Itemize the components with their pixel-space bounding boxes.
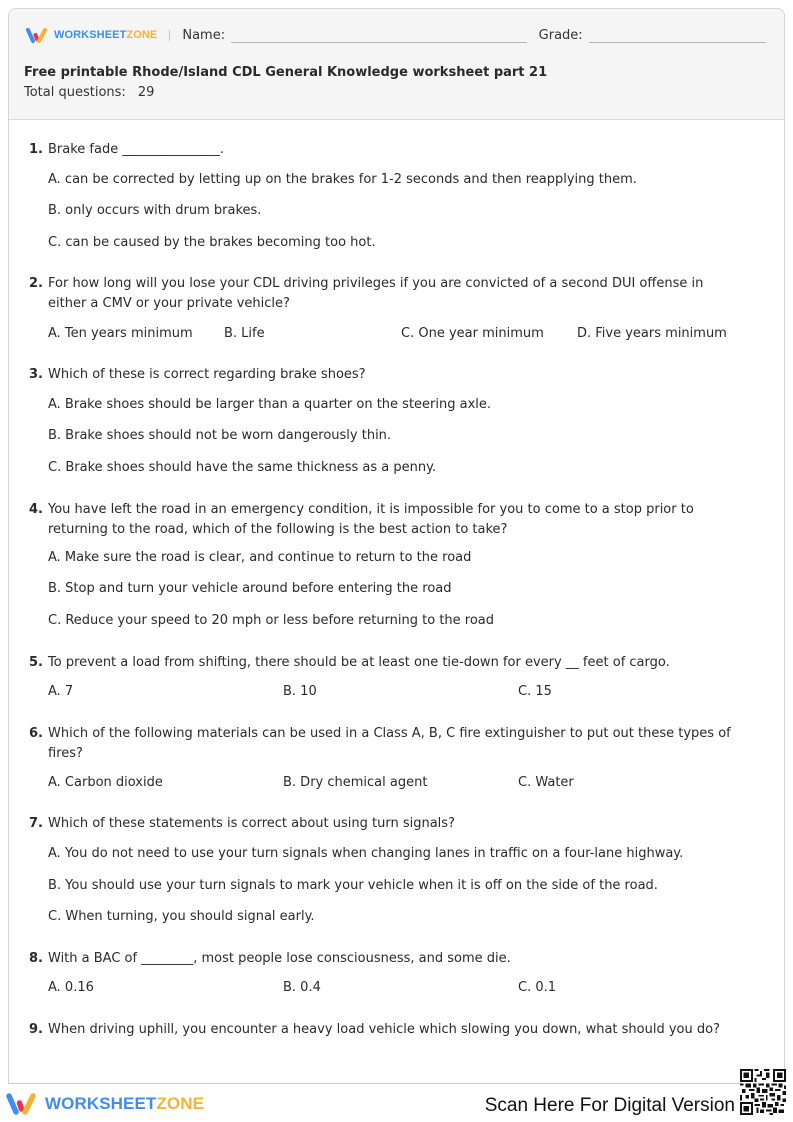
question-5	[9, 653, 784, 699]
question-number: 7.	[29, 816, 43, 831]
question-7	[9, 814, 784, 924]
answer-option[interactable]: B. only occurs with drum brakes.	[48, 203, 262, 218]
answer-option[interactable]: A. Carbon dioxide	[48, 775, 163, 790]
scan-prompt: Scan Here For Digital Version	[484, 1095, 735, 1116]
footer-brand-name	[45, 1094, 204, 1114]
question-number: 3.	[29, 367, 43, 382]
question-text: You have left the road in an emergency condition, it is impossible for you to come to a stop prior to returning to the road, which of the following is the best action to take?	[48, 502, 694, 537]
question-text: For how long will you lose your CDL driving privileges if you are convicted of a second DUI offense in either a CMV or your private vehicle?	[48, 276, 704, 311]
header-top-row	[26, 24, 766, 46]
question-text: Which of the following materials can be used in a Class A, B, C fire extinguisher to put out these types of fires?	[48, 726, 731, 761]
answer-option[interactable]: C. 0.1	[518, 980, 557, 995]
question-9	[9, 1020, 784, 1040]
footer-brand-logo	[6, 1092, 204, 1116]
answer-option[interactable]: C. Water	[518, 775, 574, 790]
answer-option[interactable]: A. 7	[48, 684, 74, 699]
answer-option[interactable]: D. Five years minimum	[577, 326, 727, 341]
answer-option[interactable]: B. Brake shoes should not be worn dangerously thin.	[48, 428, 392, 443]
answer-option[interactable]: B. 0.4	[283, 980, 321, 995]
answer-option[interactable]: B. Dry chemical agent	[283, 775, 428, 790]
answer-option[interactable]: C. When turning, you should signal early.	[48, 909, 315, 924]
answer-option[interactable]: C. Brake shoes should have the same thickness as a penny.	[48, 460, 437, 475]
question-number: 9.	[29, 1022, 43, 1037]
answer-option[interactable]: A. Ten years minimum	[48, 326, 193, 341]
answer-option[interactable]: B. Life	[224, 326, 265, 341]
answer-option[interactable]: B. You should use your turn signals to mark your vehicle when it is off on the side of the road.	[48, 878, 658, 893]
question-4	[9, 500, 784, 628]
answer-option[interactable]: A. You do not need to use your turn signals when changing lanes in traffic on a four-lane highway.	[48, 846, 684, 861]
worksheet-title: Free printable Rhode/Island CDL General Knowledge worksheet part 21	[24, 65, 548, 80]
brand-word-zone: ZONE	[126, 29, 158, 41]
name-field[interactable]	[231, 29, 527, 43]
question-text: With a BAC of ________, most people lose consciousness, and some die.	[48, 951, 511, 966]
question-number: 8.	[29, 951, 43, 966]
total-questions	[24, 85, 154, 100]
brand-logo	[26, 27, 157, 44]
qr-code-icon[interactable]	[740, 1069, 786, 1115]
question-text: Which of these statements is correct about using turn signals?	[48, 816, 455, 831]
brand-name	[54, 29, 157, 41]
worksheet-zone-logo-icon	[6, 1092, 40, 1116]
answer-option[interactable]: C. Reduce your speed to 20 mph or less before returning to the road	[48, 613, 495, 628]
question-3	[9, 365, 784, 475]
answer-option[interactable]: B. 10	[283, 684, 317, 699]
brand-word-zone: ZONE	[156, 1094, 205, 1113]
total-questions-label: Total questions:	[24, 85, 126, 100]
worksheet-zone-logo-icon	[26, 27, 50, 44]
question-number: 6.	[29, 726, 43, 741]
name-label: Name:	[182, 27, 226, 43]
question-text: Brake fade _______________.	[48, 142, 224, 157]
answer-option[interactable]: A. Make sure the road is clear, and continue to return to the road	[48, 550, 472, 565]
brand-word-worksheet: WORKSHEET	[54, 29, 127, 41]
question-number: 4.	[29, 502, 43, 517]
worksheet-page	[8, 8, 785, 1084]
question-number: 1.	[29, 142, 43, 157]
answer-option[interactable]: C. One year minimum	[401, 326, 544, 341]
question-8	[9, 949, 784, 995]
answer-option[interactable]: C. can be caused by the brakes becoming too hot.	[48, 235, 376, 250]
answer-option[interactable]: A. can be corrected by letting up on the brakes for 1-2 seconds and then reapplying them.	[48, 172, 637, 187]
grade-label: Grade:	[538, 27, 583, 43]
question-number: 5.	[29, 655, 43, 670]
question-text: To prevent a load from shifting, there should be at least one tie-down for every __ feet of cargo.	[48, 655, 670, 670]
answer-option[interactable]: B. Stop and turn your vehicle around before entering the road	[48, 581, 452, 596]
page-footer	[0, 1085, 793, 1122]
question-2	[9, 274, 784, 341]
question-number: 2.	[29, 276, 43, 291]
question-1	[9, 140, 784, 250]
worksheet-header	[9, 9, 784, 120]
answer-option[interactable]: A. 0.16	[48, 980, 94, 995]
answer-option[interactable]: A. Brake shoes should be larger than a quarter on the steering axle.	[48, 397, 492, 412]
question-text: Which of these is correct regarding brake shoes?	[48, 367, 366, 382]
answer-option[interactable]: C. 15	[518, 684, 552, 699]
question-text: When driving uphill, you encounter a heavy load vehicle which slowing you down, what should you do?	[48, 1022, 720, 1037]
question-6	[9, 724, 784, 790]
brand-word-worksheet: WORKSHEET	[45, 1094, 157, 1113]
grade-field[interactable]	[589, 29, 766, 43]
header-divider	[169, 30, 170, 41]
total-questions-value: 29	[137, 85, 155, 100]
